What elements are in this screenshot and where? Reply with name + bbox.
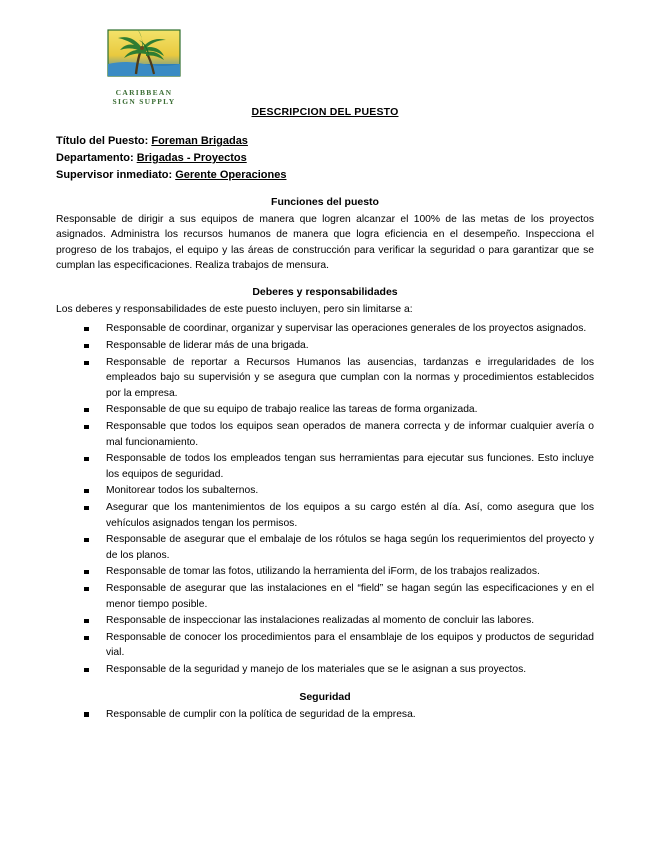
- field-puesto-label: Título del Puesto:: [56, 135, 149, 147]
- seguridad-list: [56, 707, 594, 722]
- list-item: Responsable de asegurar que las instalaciones en el “field” se hagan según las especificaciones y en el menor tiempo posible.: [70, 581, 594, 612]
- list-item: Asegurar que los mantenimientos de los equipos a su cargo estén al día. Así, como asegura que los vehículos asignados tengan los permisos.: [70, 500, 594, 531]
- field-supervisor-value: Gerente Operaciones: [175, 169, 287, 181]
- section-heading-funciones: Funciones del puesto: [271, 196, 379, 208]
- field-departamento-label: Departamento:: [56, 152, 134, 164]
- list-item: Responsable de conocer los procedimientos para el ensamblaje de los equipos y productos de seguridad vial.: [70, 630, 594, 661]
- list-item: Responsable de tomar las fotos, utilizando la herramienta del iForm, de los trabajos realizados.: [70, 564, 594, 579]
- section-heading-deberes: Deberes y responsabilidades: [252, 286, 398, 299]
- palm-tree-icon: [92, 28, 196, 88]
- logo-wordmark: [92, 89, 196, 106]
- list-item: Responsable que todos los equipos sean operados de manera correcta y de informar cualquier avería o mal funcionamiento.: [70, 419, 594, 450]
- field-supervisor-label: Supervisor inmediato:: [56, 169, 173, 181]
- list-item: Responsable de liderar más de una brigada.: [70, 338, 594, 353]
- list-item: Responsable de que su equipo de trabajo realice las tareas de forma organizada.: [70, 402, 594, 417]
- section-paragraph-funciones: Responsable de dirigir a sus equipos de manera que logren alcanzar el 100% de las metas de los proyectos asignados. Administra los recursos humanos de manera que logra eficiencia en el desempeño. Inspecciona el progreso de los trabajos, el equipo y las áreas de construcción para verificar la seguridad o para garantizar que se cumplan las especificaciones. Realiza trabajos de mensura.: [56, 214, 594, 271]
- list-item: Responsable de todos los empleados tengan sus herramientas para ejecutar sus funciones. Esto incluye los equipos de seguridad.: [70, 451, 594, 482]
- list-item: Responsable de asegurar que el embalaje de los rótulos se haga según los requerimientos del proyecto y de los planos.: [70, 532, 594, 563]
- field-puesto-value: Foreman Brigadas: [151, 135, 248, 147]
- caribbean-sign-supply-logo: [92, 28, 196, 106]
- field-departamento-value: Brigadas - Proyectos: [136, 152, 247, 164]
- logo-container: [56, 28, 630, 106]
- list-item: Responsable de coordinar, organizar y supervisar las operaciones generales de los proyectos asignados.: [70, 321, 594, 336]
- deberes-list: [56, 321, 594, 677]
- field-puesto: [56, 134, 594, 149]
- list-item: Responsable de la seguridad y manejo de los materiales que se le asignan a sus proyectos.: [70, 662, 594, 677]
- section-lead-deberes: Los deberes y responsabilidades de este puesto incluyen, pero sin limitarse a:: [56, 304, 413, 316]
- section-heading-seguridad: Seguridad: [299, 690, 351, 703]
- list-item: Responsable de cumplir con la política de seguridad de la empresa.: [70, 707, 594, 722]
- field-supervisor: [56, 168, 594, 183]
- logo-line-2: SIGN SUPPLY: [112, 96, 176, 106]
- logo-line-1: CARIBBEAN: [115, 88, 173, 97]
- field-departamento: [56, 151, 594, 166]
- list-item: Responsable de reportar a Recursos Humanos las ausencias, tardanzas e irregularidades de los empleados bajo su supervisión y se asegura que cumplan con la normas y procedimientos establecidos por la empresa.: [70, 355, 594, 401]
- list-item: Monitorear todos los subalternos.: [70, 483, 594, 498]
- list-item: Responsable de inspeccionar las instalaciones realizadas al momento de concluir las labores.: [70, 613, 594, 628]
- page-title: DESCRIPCION DEL PUESTO: [251, 106, 399, 118]
